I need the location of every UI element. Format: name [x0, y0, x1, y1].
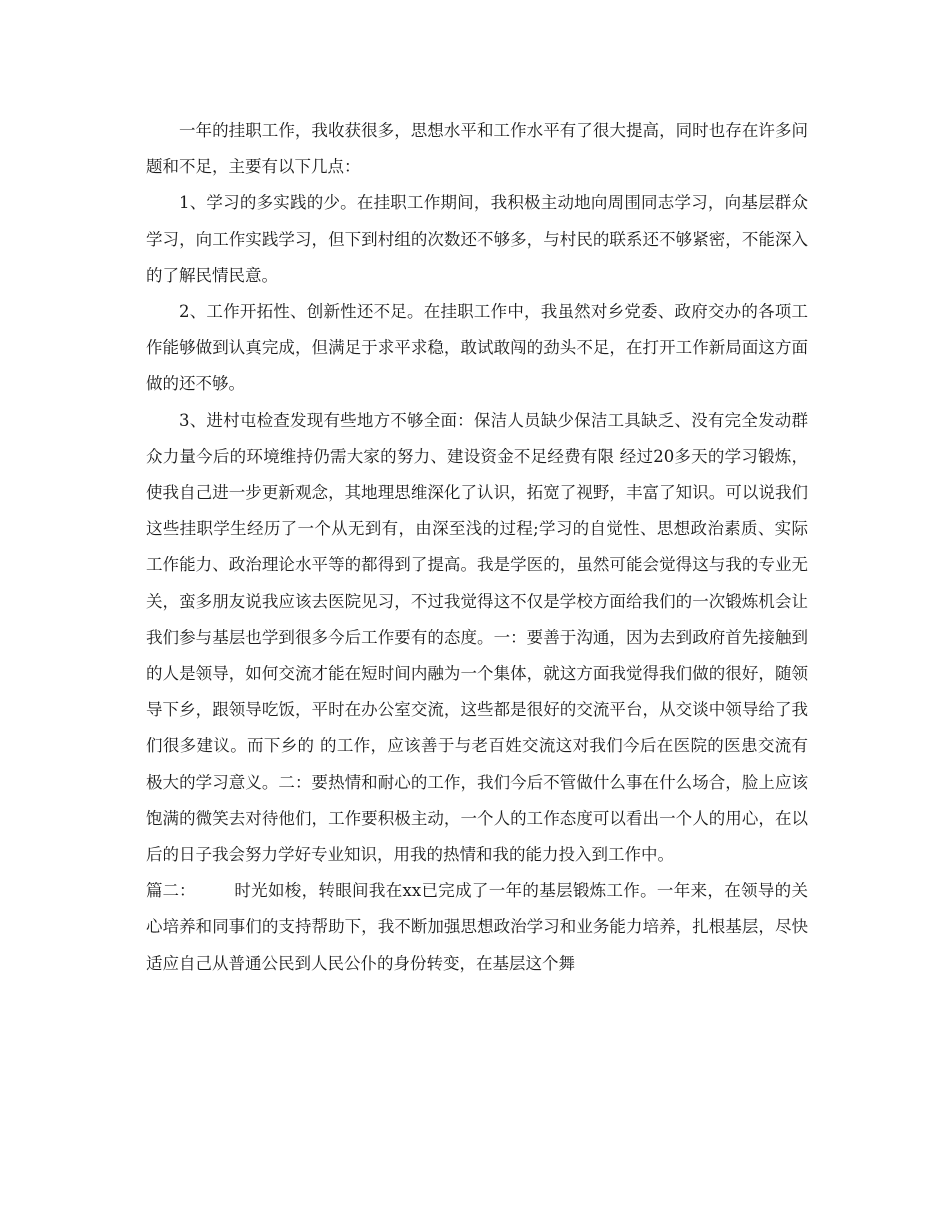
- section-two-paragraph: [146, 873, 808, 982]
- paragraph-point-3: 3、进村屯检查发现有些地方不够全面：保洁人员缺少保洁工具缺乏、没有完全发动群众力量今后的环境维持仍需大家的努力、建设资金不足经费有限 经过20多天的学习锻炼，使我自己进一步更新观念，其地理思维深化了认识，拓宽了视野，丰富了知识。可以说我们这些挂职学生经历了一个从无到有，由深至浅的过程;学习的自觉性、思想政治素质、实际工作能力、政治理论水平等的都得到了提高。我是学医的，虽然可能会觉得这与我的专业无关，蛮多朋友说我应该去医院见习，不过我觉得这不仅是学校方面给我们的一次锻炼机会让我们参与基层也学到很多今后工作要有的态度。一：要善于沟通，因为去到政府首先接触到的人是领导，如何交流才能在短时间内融为一个集体，就这方面我觉得我们做的很好，随领导下乡，跟领导吃饭，平时在办公室交流，这些都是很好的交流平台，从交谈中领导给了我们很多建议。而下乡的 的工作，应该善于与老百姓交流这对我们今后在医院的医患交流有极大的学习意义。二：要热情和耐心的工作，我们今后不管做什么事在什么场合，脸上应该饱满的微笑去对待他们，工作要积极主动，一个人的工作态度可以看出一个人的用心，在以后的日子我会努力学好专业知识，用我的热情和我的能力投入到工作中。: [146, 410, 808, 865]
- document-body: [146, 113, 808, 982]
- paragraph-point-1: 1、学习的多实践的少。在挂职工作期间，我积极主动地向周围同志学习，向基层群众学习，向工作实践学习，但下到村组的次数还不够多，与村民的联系还不够紧密，不能深入的了解民情民意。: [146, 193, 808, 285]
- section-text: 时光如梭，转眼间我在xx已完成了一年的基层锻炼工作。一年来，在领导的关心培养和同事们的支持帮助下，我不断加强思想政治学习和业务能力培养，扎根基层，尽快适应自己从普通公民到人民公仆的身份转变，在基层这个舞: [146, 881, 808, 973]
- paragraph-point-2: 2、工作开拓性、创新性还不足。在挂职工作中，我虽然对乡党委、政府交办的各项工作能够做到认真完成，但满足于求平求稳，敢试敢闯的劲头不足，在打开工作新局面这方面做的还不够。: [146, 302, 808, 394]
- section-label: 篇二：: [146, 881, 196, 901]
- paragraph-intro: 一年的挂职工作，我收获很多，思想水平和工作水平有了很大提高，同时也存在许多问题和不足，主要有以下几点：: [146, 121, 808, 177]
